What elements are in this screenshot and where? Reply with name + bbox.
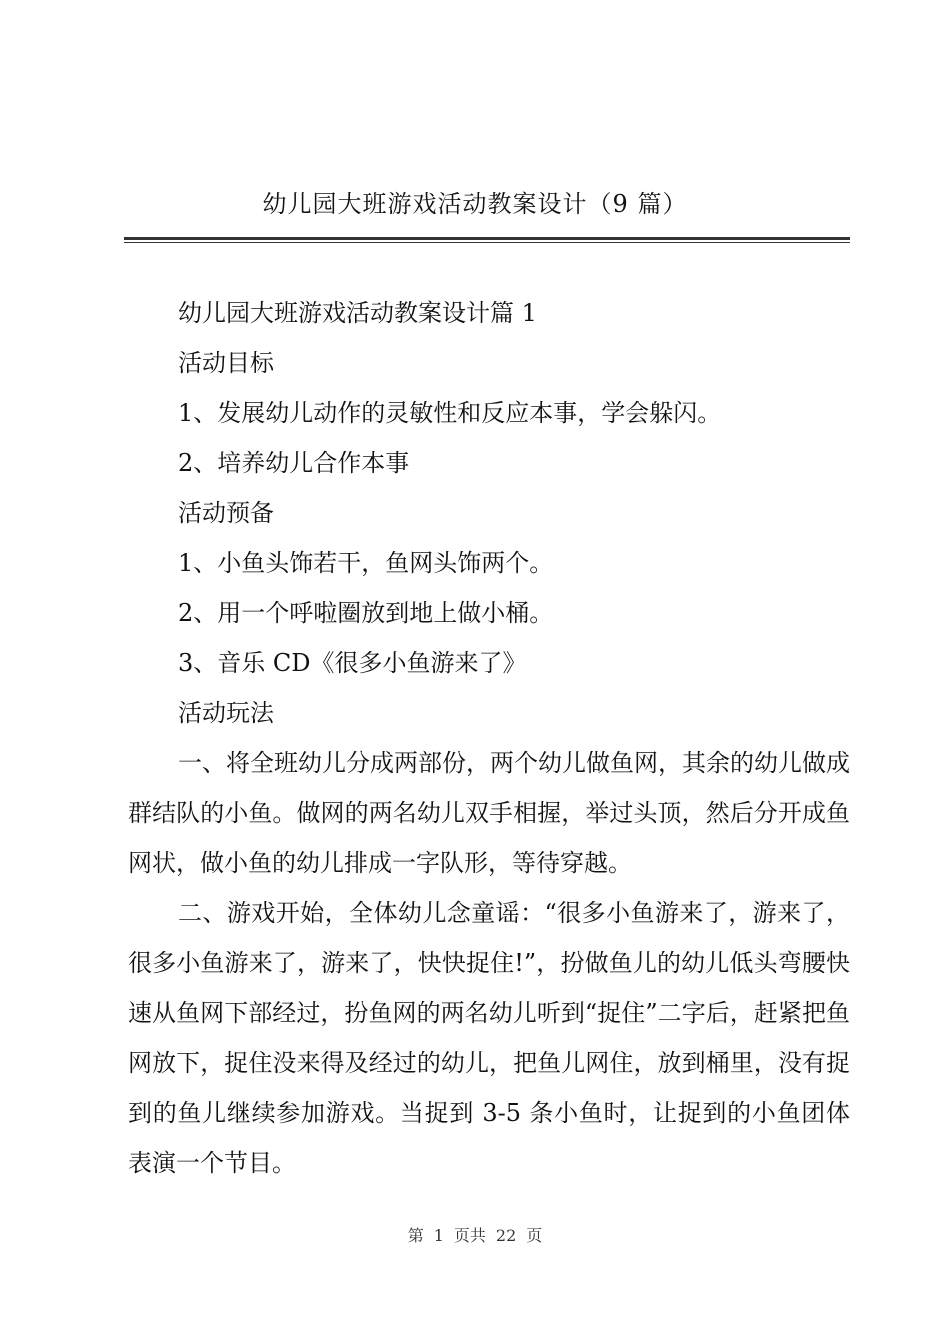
title-rule-thin bbox=[124, 242, 850, 243]
paragraph: 一、将全班幼儿分成两部份，两个幼儿做鱼网，其余的幼儿做成群结队的小鱼。做网的两名幼儿双手相握，举过头顶，然后分开成鱼网状，做小鱼的幼儿排成一字队形，等待穿越。 bbox=[128, 749, 850, 877]
subheading-goals: 活动目标 bbox=[178, 349, 274, 377]
list-item: 2、培养幼儿合作本事 bbox=[178, 449, 410, 477]
subheading-method: 活动玩法 bbox=[178, 699, 274, 727]
document-body bbox=[128, 288, 850, 1188]
footer-suffix: 页 bbox=[526, 1226, 543, 1245]
footer-prefix: 第 bbox=[407, 1226, 424, 1245]
title-rule-thick bbox=[124, 237, 850, 240]
footer-total-pages: 22 bbox=[495, 1226, 517, 1245]
list-item: 3、音乐 CD《很多小鱼游来了》 bbox=[178, 649, 527, 677]
list-item: 2、用一个呼啦圈放到地上做小桶。 bbox=[178, 599, 554, 627]
subheading-preparation: 活动预备 bbox=[178, 499, 274, 527]
list-item: 1、发展幼儿动作的灵敏性和反应本事，学会躲闪。 bbox=[178, 399, 722, 427]
list-item: 1、小鱼头饰若干，鱼网头饰两个。 bbox=[178, 549, 554, 577]
paragraph: 二、游戏开始，全体幼儿念童谣：“很多小鱼游来了，游来了，很多小鱼游来了，游来了，快快捉住!”，扮做鱼儿的幼儿低头弯腰快速从鱼网下部经过，扮鱼网的两名幼儿听到“捉住”二字后，赶紧把鱼网放下，捉住没来得及经过的幼儿，把鱼儿网住，放到桶里，没有捉到的鱼儿继续参加游戏。当捉到 3-5 条小鱼时，让捉到的小鱼团体表演一个节目。 bbox=[128, 899, 850, 1177]
page-footer bbox=[0, 1224, 950, 1248]
footer-middle: 页共 bbox=[453, 1226, 486, 1245]
document-title: 幼儿园大班游戏活动教案设计（9 篇） bbox=[262, 190, 688, 218]
footer-page-number: 1 bbox=[433, 1226, 444, 1245]
section-heading: 幼儿园大班游戏活动教案设计篇 1 bbox=[178, 299, 537, 327]
